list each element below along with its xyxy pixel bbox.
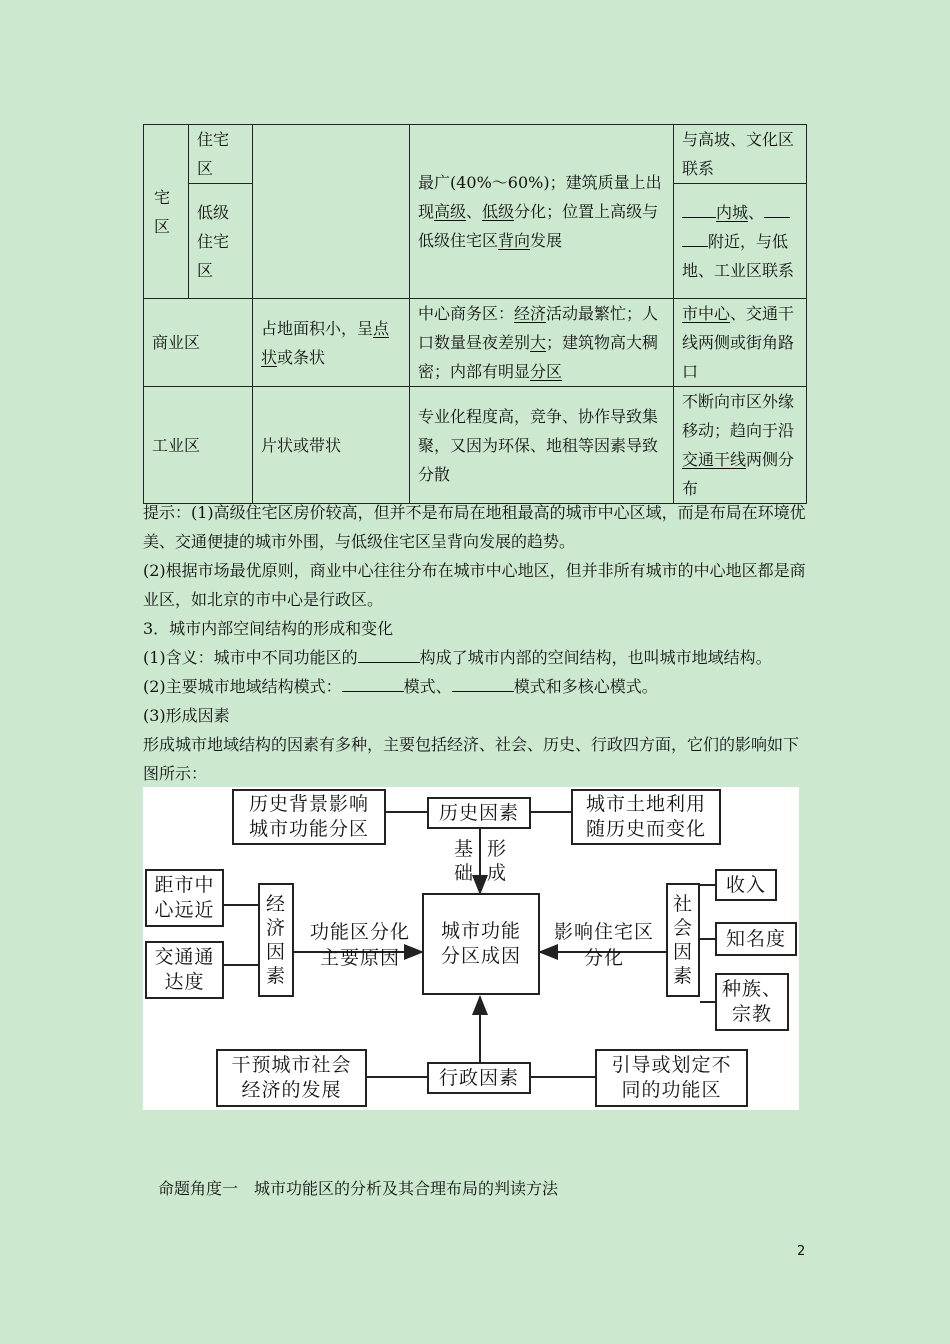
center-box: 城市功能 分区成因 [422, 893, 540, 995]
question-2: (2)主要城市地域结构模式： 模式、 模式和多核心模式。 [143, 677, 658, 696]
question-1: (1)含义：城市中不同功能区的 构成了城市内部的空间结构，也叫城市地域结构。 [143, 648, 772, 667]
high-res-location: 与高坡、文化区联系 [674, 125, 807, 184]
commercial-feature: 中心商务区：经济活动最繁忙；人口数量昼夜差别大；建筑物高大稠密；内部有明显分区 [410, 299, 674, 387]
residential-feature-cell: 最广(40%～60%)；建筑质量上出现高级、低级分化；位置上高级与低级住宅区背向发展 [410, 125, 674, 299]
fill-blank [452, 675, 514, 692]
residential-group-cell: 宅 区 [144, 125, 189, 299]
traffic-box: 交通通 达度 [145, 941, 224, 999]
fame-box: 知名度 [715, 922, 797, 956]
answer-diji: 低级 [482, 202, 515, 221]
social-factor-box: 社 会 因 素 [666, 883, 700, 997]
history-factor-box: 历史因素 [427, 797, 531, 829]
guide-box: 引导或划定不 同的功能区 [595, 1049, 748, 1107]
label-affect-residential: 影响住宅区 分化 [553, 921, 654, 969]
label-basis: 基 础 [453, 838, 474, 884]
race-religion-box: 种族、 宗教 [715, 973, 789, 1031]
low-res-label: 低级 住宅 区 [189, 184, 253, 299]
question-3: (3)形成因素 [143, 706, 230, 725]
fill-blank [342, 675, 404, 692]
admin-factor-box: 行政因素 [427, 1062, 531, 1094]
page-number: 2 [797, 1244, 806, 1259]
industrial-shape: 片状或带状 [253, 387, 410, 504]
answer-beixiang: 背向 [498, 231, 531, 250]
label-formation: 形 成 [486, 838, 507, 884]
low-res-location: 内城、 附近，与低地、工业区联系 [674, 184, 807, 299]
answer-gaoji: 高级 [434, 202, 467, 221]
distance-box: 距市中 心远近 [145, 869, 224, 927]
land-use-change-box: 城市土地利用 随历史而变化 [571, 789, 721, 845]
section-3-heading: 3．城市内部空间结构的形成和变化 [143, 619, 394, 638]
functional-zone-table [143, 124, 807, 504]
industrial-location: 不断向市区外缘移动；趋向于沿交通干线两侧分布 [674, 387, 807, 504]
history-background-box: 历史背景影响 城市功能分区 [232, 789, 386, 845]
section-footer-title: 命题角度一 城市功能区的分析及其合理布局的判读方法 [158, 1179, 559, 1198]
intro-text: 形成城市地域结构的因素有多种，主要包括经济、社会、历史、行政四方面，它们的影响如下图所示： [143, 735, 800, 783]
high-res-label: 住宅 区 [189, 125, 253, 184]
commercial-shape: 占地面积小，呈点状或条状 [253, 299, 410, 387]
commercial-label: 商业区 [144, 299, 253, 387]
underline-blank [682, 228, 708, 247]
commercial-location: 市中心、交通干线两侧或街角路口 [674, 299, 807, 387]
fill-blank [358, 646, 420, 663]
residential-shape-cell [253, 125, 410, 299]
economic-factor-box: 经 济 因 素 [258, 883, 294, 997]
income-box: 收入 [715, 869, 777, 901]
underline-blank [682, 199, 716, 218]
underline-blank [764, 199, 790, 218]
label-main-reason: 功能区分化 主要原因 [309, 921, 410, 969]
industrial-label: 工业区 [144, 387, 253, 504]
intervene-box: 干预城市社会 经济的发展 [216, 1049, 367, 1107]
formation-factors-diagram [143, 787, 799, 1110]
tip-2: (2)根据市场最优原则，商业中心往往分布在城市中心地区，但并非所有城市的中心地区都是商业区，如北京的市中心是行政区。 [143, 561, 806, 609]
tip-1: 提示：(1)高级住宅区房价较高，但并不是布局在地租最高的城市中心区域，而是布局在环境优美、交通便捷的城市外围，与低级住宅区呈背向发展的趋势。 [143, 503, 806, 551]
industrial-feature: 专业化程度高，竞争、协作导致集聚，又因为环保、地租等因素导致分散 [410, 387, 674, 504]
